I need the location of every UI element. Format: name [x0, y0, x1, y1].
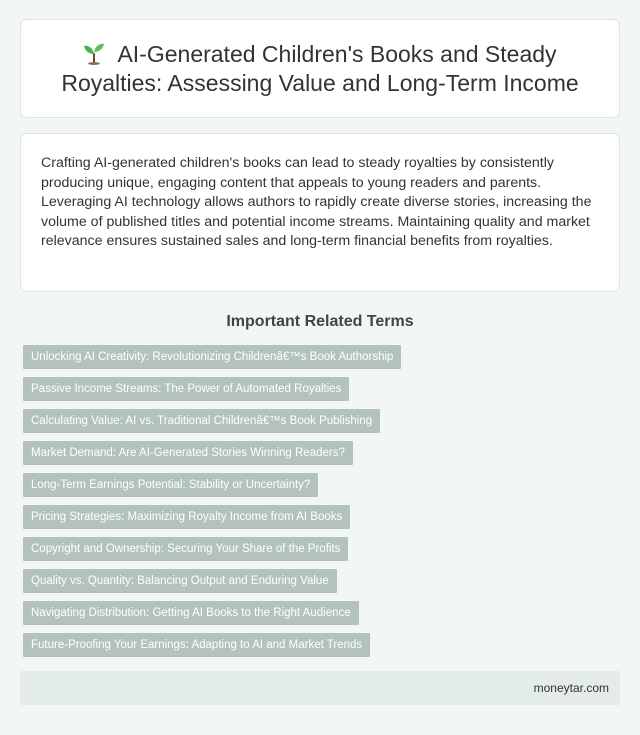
term-tag-ai-creativity[interactable]: Unlocking AI Creativity: Revolutionizing Childrenâ€™s Book Authorship [23, 345, 401, 369]
term-tag-pricing-strategies[interactable]: Pricing Strategies: Maximizing Royalty Income from AI Books [23, 505, 350, 529]
term-tag-market-demand[interactable]: Market Demand: Are AI-Generated Stories Winning Readers? [23, 441, 353, 465]
intro-card [20, 133, 620, 292]
intro-paragraph: Crafting AI-generated children's books can lead to steady royalties by consistently producing unique, engaging content that appeals to young readers and parents. Leveraging AI technology allows authors to rapidly create diverse stories, increasing the volume of published titles and potential income streams. Maintaining quality and market relevance ensures sustained sales and long-term financial benefits from royalties. [41, 155, 592, 249]
term-tag-passive-income[interactable]: Passive Income Streams: The Power of Automated Royalties [23, 377, 349, 401]
term-tag-navigating-distribution[interactable]: Navigating Distribution: Getting AI Books to the Right Audience [23, 601, 359, 625]
related-terms-list [23, 345, 623, 665]
footer-brand: moneytar.com [533, 681, 609, 695]
term-tag-quality-vs-quantity[interactable]: Quality vs. Quantity: Balancing Output and Enduring Value [23, 569, 337, 593]
title-card [20, 19, 620, 118]
page-title [41, 40, 599, 98]
term-tag-future-proofing[interactable]: Future-Proofing Your Earnings: Adapting to AI and Market Trends [23, 633, 370, 657]
term-tag-calculating-value[interactable]: Calculating Value: AI vs. Traditional Childrenâ€™s Book Publishing [23, 409, 380, 433]
seedling-icon [83, 41, 105, 65]
term-tag-long-term-earnings[interactable]: Long-Term Earnings Potential: Stability or Uncertainty? [23, 473, 318, 497]
term-tag-copyright-ownership[interactable]: Copyright and Ownership: Securing Your Share of the Profits [23, 537, 348, 561]
page-title-text: AI-Generated Children's Books and Steady Royalties: Assessing Value and Long-Term Income [61, 40, 579, 96]
footer [20, 671, 620, 705]
related-terms-heading: Important Related Terms [226, 313, 414, 330]
